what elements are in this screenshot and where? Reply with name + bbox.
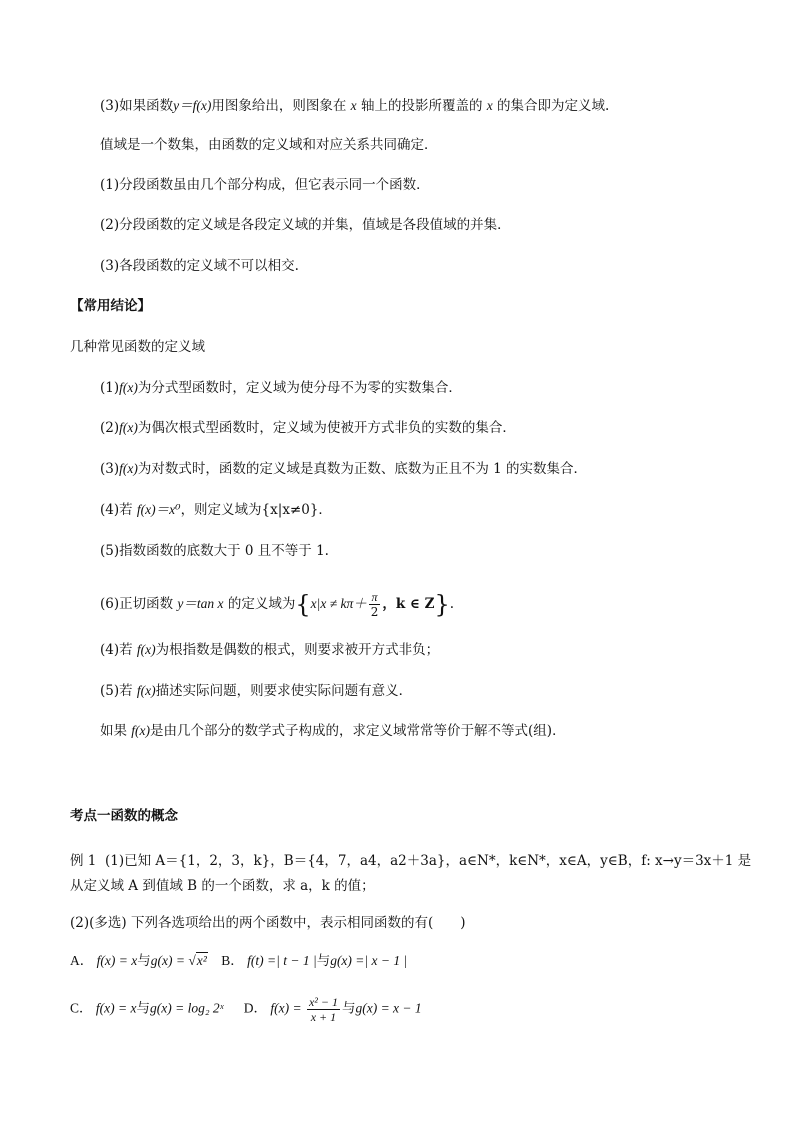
- item-text: 是由几个部分的数学式子构成的，求定义域常常等价于解不等式(组)．: [150, 723, 566, 739]
- item-text: 描述实际问题，则要求使实际问题有意义．: [155, 683, 413, 699]
- set-left: x|x ≠ kπ＋: [310, 596, 367, 611]
- pi-over-two: [369, 590, 381, 619]
- common-item-2: [100, 418, 516, 438]
- item-fn: f(x): [119, 420, 138, 435]
- option-d-numerator: x² − 1: [308, 995, 338, 1009]
- item-num: (1): [100, 380, 120, 396]
- item-fn: y＝tan x: [177, 596, 224, 611]
- common-item-7: [100, 640, 439, 660]
- piecewise-note-3: (3)各段函数的定义域不可以相交.: [100, 258, 299, 274]
- options-row-cd: [70, 995, 422, 1024]
- common-item-6: [100, 590, 454, 619]
- option-c-label: C．: [70, 1000, 93, 1016]
- example-q1-text: (1)已知 A＝{1，2，3，k}，B＝{4，7，a4，a2＋3a}，a∈N*，k∈N*，x∈A，y∈B，f: x→y＝3x＋1 是: [104, 853, 752, 869]
- item-text: 为对数式时，函数的定义域是真数为正数、底数为正且不为 1 的实数集合．: [137, 461, 588, 477]
- item-text: ，则定义域为{x|x≠0}．: [180, 502, 332, 518]
- item-text: 为偶次根式型函数时，定义域为使被开方式非负的实数的集合．: [137, 420, 516, 436]
- left-brace-icon: {: [295, 590, 311, 619]
- common-item-9: [100, 721, 566, 741]
- note-end: 的集合即为定义域.: [497, 98, 610, 114]
- example-line-2: 从定义域 A 到值域 B 的一个函数，求 a，k 的值；: [70, 878, 375, 894]
- set-right: ，k ∈ Z: [382, 596, 435, 612]
- item-text: 为分式型函数时，定义域为使分母不为零的实数集合．: [137, 380, 462, 396]
- option-c-with: 与: [136, 1000, 150, 1016]
- item-fn: f(x): [136, 683, 156, 698]
- options-row-ab: [70, 951, 407, 971]
- option-b-f: f(t) =| t − 1 |: [247, 953, 317, 968]
- note-mid: 用图象给出，则图象在: [211, 98, 347, 114]
- section-heading-common: 【常用结论】: [70, 298, 151, 314]
- item-text: 的定义域为: [223, 596, 296, 612]
- note-rest: 轴上的投影所覆盖的: [360, 98, 483, 114]
- piecewise-note-1: (1)分段函数虽由几个部分构成，但它表示同一个函数．: [100, 177, 430, 193]
- item-num: (2): [100, 420, 120, 436]
- option-d-with: 与: [341, 1000, 356, 1016]
- example-q2: (2)(多选) 下列各选项给出的两个函数中，表示相同函数的有( ): [70, 915, 466, 931]
- item-fn: f(x): [131, 723, 151, 738]
- option-a-g: g(x) =: [150, 953, 189, 968]
- sqrt-icon: √x²: [188, 953, 207, 968]
- frac-den: 2: [370, 605, 379, 619]
- item-num: (3): [100, 461, 120, 477]
- item-fn: f(x): [119, 380, 138, 395]
- option-a-with: 与: [137, 953, 151, 968]
- item-num: (5)若: [100, 683, 137, 699]
- piecewise-note-2: (2)分段函数的定义域是各段定义域的并集，值域是各段值域的并集．: [100, 217, 511, 233]
- item-fn: f(x)＝x⁰: [136, 502, 181, 517]
- option-b-g: g(x) =| x − 1 |: [330, 953, 408, 968]
- option-a-label: A．: [70, 953, 94, 968]
- option-d-label: D．: [243, 1000, 267, 1016]
- option-d-denominator: x + 1: [310, 1010, 337, 1024]
- item-num: (4)若: [100, 502, 137, 518]
- note-axis: x: [350, 98, 357, 113]
- note-prefix: (3)如果函数: [100, 98, 174, 114]
- common-item-1: [100, 378, 462, 398]
- option-d-g: g(x) = x − 1: [355, 1000, 422, 1016]
- note-var: x: [486, 98, 493, 113]
- range-note: 值域是一个数集，由函数的定义域和对应关系共同确定．: [100, 137, 438, 153]
- option-a-radicand: x²: [196, 953, 207, 968]
- example-line-1: [70, 851, 751, 871]
- item-fn: f(x): [136, 642, 156, 657]
- option-c-g: g(x) = log₂ 2ˣ: [149, 1000, 224, 1016]
- item-text: 指数函数的底数大于 0 且不等于 1.: [119, 543, 329, 559]
- example-label: 例 1: [70, 853, 97, 869]
- item-fn: f(x): [119, 461, 138, 476]
- item-num: (4)若: [100, 642, 137, 658]
- item-num: 如果: [100, 723, 132, 739]
- item-num: (5): [100, 543, 120, 559]
- option-a-f: f(x) = x: [96, 953, 138, 968]
- section-heading-point1: 考点一函数的概念: [70, 808, 178, 824]
- right-brace-icon: }: [434, 590, 450, 619]
- option-b-with: 与: [316, 953, 331, 968]
- item-num: (6)正切函数: [100, 596, 178, 612]
- definition-note-3: [100, 96, 609, 116]
- common-item-5: [100, 541, 329, 561]
- common-item-3: [100, 459, 587, 479]
- common-item-8: [100, 681, 412, 701]
- option-d-fraction: [307, 995, 340, 1024]
- set-end: .: [449, 596, 455, 612]
- option-c-f: f(x) = x: [95, 1000, 137, 1016]
- option-b-label: B．: [221, 953, 244, 968]
- note-function: y＝f(x): [173, 98, 212, 113]
- option-d-f: f(x) =: [270, 1000, 305, 1016]
- item-text: 为根指数是偶数的根式，则要求被开方式非负；: [155, 642, 440, 658]
- frac-num: π: [369, 590, 381, 605]
- section-subheading: 几种常见函数的定义域: [70, 339, 205, 355]
- common-item-4: [100, 500, 332, 520]
